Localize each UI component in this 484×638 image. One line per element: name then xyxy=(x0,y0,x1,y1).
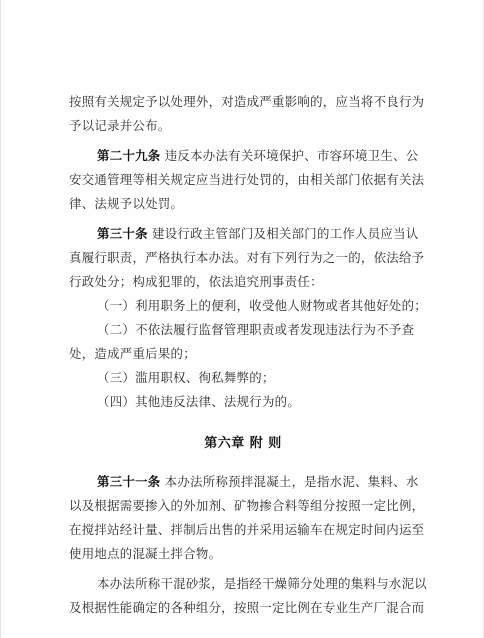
article-31-number: 第三十一条 xyxy=(97,474,161,489)
text-line-content: 使用地点的混凝土拌合物。 xyxy=(69,546,222,561)
text-line xyxy=(69,546,221,562)
text-line xyxy=(69,118,171,134)
text-line-content: 真履行职责，严格执行本办法。对有下列行为之一的，依法给予 xyxy=(69,250,425,265)
article-31-first-line xyxy=(97,474,419,490)
text-line xyxy=(69,498,424,514)
list-item-3 xyxy=(97,370,275,386)
text-line-content: 本办法所称干混砂浆，是指经干燥筛分处理的集料与水泥以 xyxy=(97,576,427,591)
text-line-content: 建设行政主管部门及相关部门的工作人员应当认 xyxy=(147,226,419,241)
text-line xyxy=(69,196,183,212)
text-line-content: 在搅拌站经计量、拌制后出售的并采用运输车在规定时间内运至 xyxy=(69,522,425,537)
text-line-content: 本办法所称预拌混凝土，是指水泥、集料、水 xyxy=(160,474,419,489)
article-29-first-line xyxy=(97,148,419,164)
article-30-first-line xyxy=(97,226,419,242)
text-line-content: （四）其他违反法律、法规行为的。 xyxy=(97,394,301,409)
text-line-content: 安交通管理等相关规定应当进行处罚的，由相关部门依据有关法 xyxy=(69,172,425,187)
text-line-content: 违反本办法有关环境保护、市容环境卫生、公 xyxy=(160,148,419,163)
paragraph-first-line xyxy=(97,576,427,592)
list-item-1 xyxy=(97,298,427,314)
text-line xyxy=(69,346,196,362)
text-line xyxy=(69,522,424,538)
text-line-content: 予以记录并公布。 xyxy=(69,118,171,133)
text-line-content: （三）滥用职权、徇私舞弊的； xyxy=(97,370,275,385)
text-line-content: （一）利用职务上的便利，收受他人财物或者其他好处的； xyxy=(97,298,427,313)
text-line-content: 律、法规予以处罚。 xyxy=(69,196,184,211)
text-line xyxy=(69,250,424,266)
text-line xyxy=(69,94,424,110)
text-line-content: 处，造成严重后果的； xyxy=(69,346,196,361)
text-line-content: 按照有关规定予以处理外，对造成严重影响的，应当将不良行为 xyxy=(69,94,425,109)
text-line xyxy=(69,172,424,188)
text-line xyxy=(69,274,323,290)
article-29-number: 第二十九条 xyxy=(97,148,161,163)
chapter-heading: 第六章 附 则 xyxy=(204,436,282,451)
text-line-content: 行政处分；构成犯罪的，依法追究刑事责任： xyxy=(69,274,323,289)
text-line-content: 及根据性能确定的各种组分，按照一定比例在专业生产厂混合而 xyxy=(69,600,425,615)
list-item-4 xyxy=(97,394,300,410)
list-item-2 xyxy=(97,322,414,338)
text-line-content: 以及根据需要掺入的外加剂、矿物掺合料等组分按照一定比例， xyxy=(69,498,425,513)
text-line-content: （二）不依法履行监督管理职责或者发现违法行为不予查 xyxy=(97,322,415,337)
text-line xyxy=(69,600,424,616)
article-30-number: 第三十条 xyxy=(97,226,148,241)
